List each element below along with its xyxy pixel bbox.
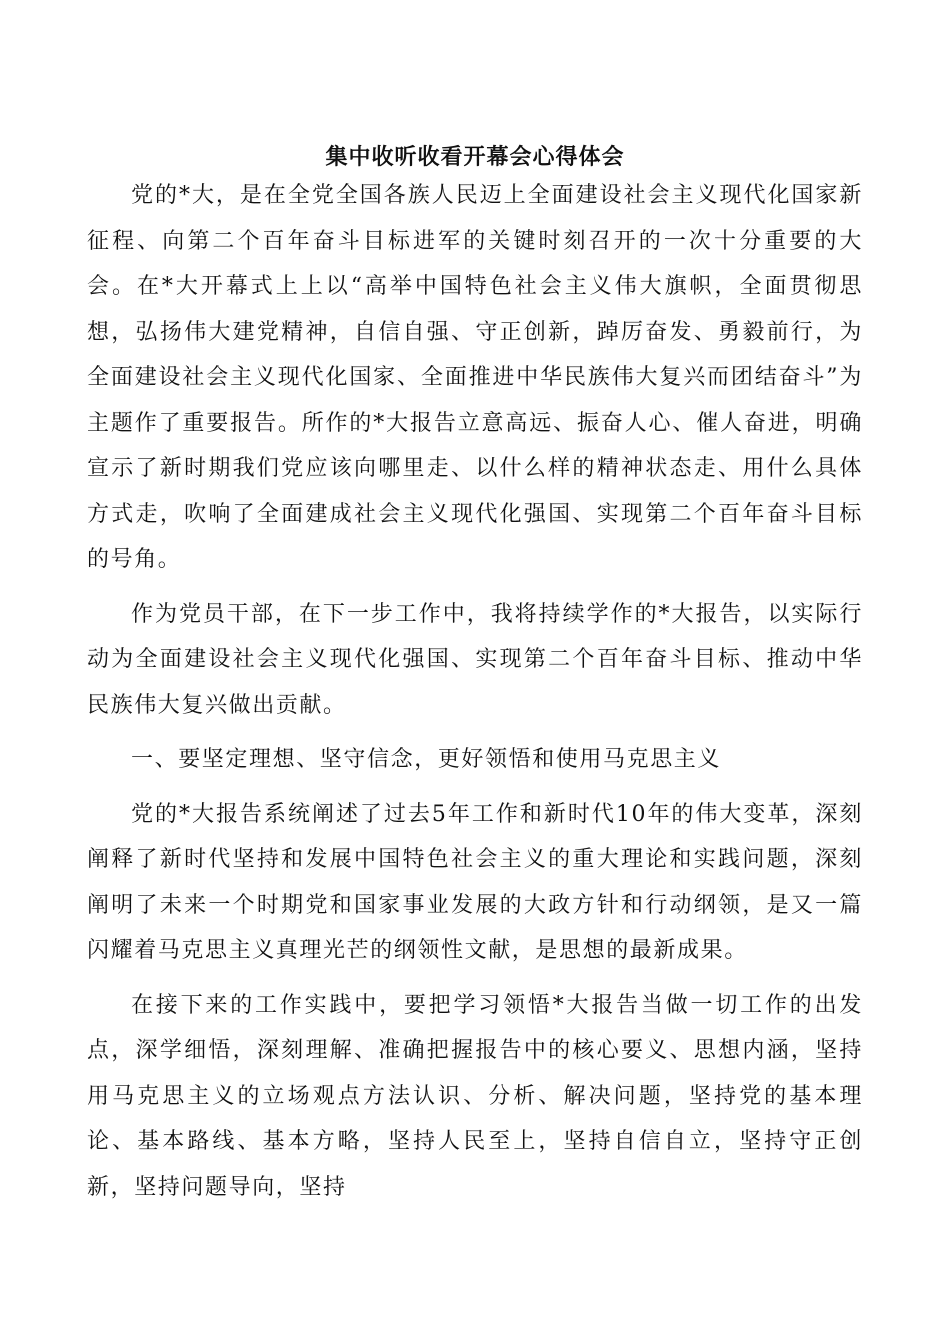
paragraph-2: 作为党员干部，在下一步工作中，我将持续学作的*大报告，以实际行动为全面建设社会主义现代化强国、实现第二个百年奋斗目标、推动中华民族伟大复兴做出贡献。 bbox=[87, 601, 863, 718]
paragraph-4: 在接下来的工作实践中，要把学习领悟*大报告当做一切工作的出发点，深学细悟，深刻理解、准确把握报告中的核心要义、思想内涵，坚持用马克思主义的立场观点方法认识、分析、解决问题，坚持党的基本理论、基本路线、基本方略，坚持人民至上，坚持自信自立，坚持守正创新，坚持问题导向，坚持 bbox=[87, 992, 863, 1200]
paragraph-3: 党的*大报告系统阐述了过去5年工作和新时代10年的伟大变革，深刻阐释了新时代坚持和发展中国特色社会主义的重大理论和实践问题，深刻阐明了未来一个时期党和国家事业发展的大政方针和行动纲领，是又一篇闪耀着马克思主义真理光芒的纲领性文献，是思想的最新成果。 bbox=[87, 801, 863, 963]
document-title: 集中收听收看开幕会心得体会 bbox=[325, 145, 625, 170]
document-body bbox=[87, 173, 863, 1210]
paragraph-1: 党的*大，是在全党全国各族人民迈上全面建设社会主义现代化国家新征程、向第二个百年奋斗目标进军的关键时刻召开的一次十分重要的大会。在*大开幕式上上以“高举中国特色社会主义伟大旗帜，全面贯彻思想，弘扬伟大建党精神，自信自强、守正创新，踔厉奋发、勇毅前行，为全面建设社会主义现代化国家、全面推进中华民族伟大复兴而团结奋斗”为主题作了重要报告。所作的*大报告立意高远、振奋人心、催人奋进，明确宣示了新时期我们党应该向哪里走、以什么样的精神状态走、用什么具体方式走，吹响了全面建成社会主义现代化强国、实现第二个百年奋斗目标的号角。 bbox=[87, 183, 863, 572]
section-heading-1: 一、要坚定理想、坚守信念，更好领悟和使用马克思主义 bbox=[131, 747, 722, 772]
